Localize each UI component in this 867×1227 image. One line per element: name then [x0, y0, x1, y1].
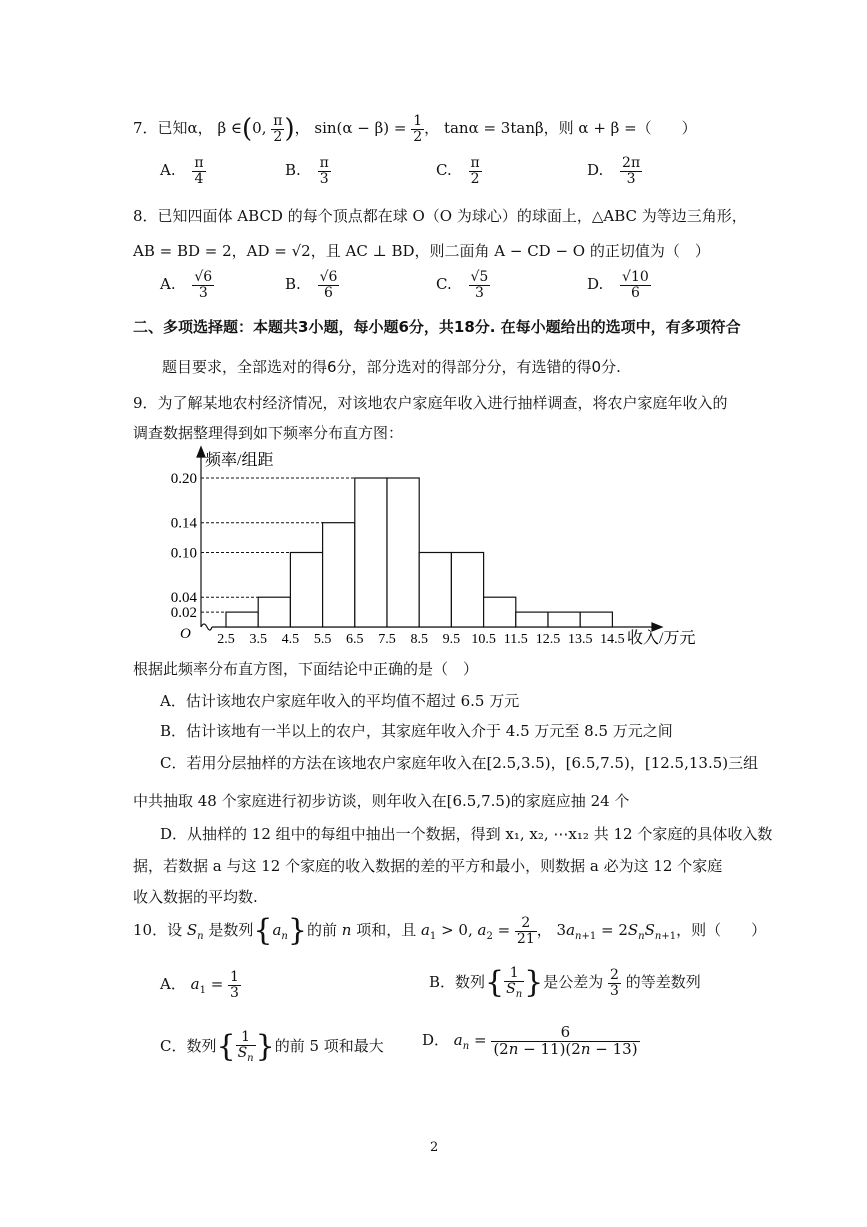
axis-break-mark [201, 624, 212, 630]
x-tick-label: 4.5 [281, 632, 300, 647]
q7-stem: 7．已知α， β ∈(0, $\frac{\pi}{2}$ )， sin(α − β) = $\frac{1}{2}$ ， tanα = 3tanβ，则 α + β =（ ） [133, 113, 697, 145]
histogram-bar [580, 612, 612, 627]
histogram-bar [355, 478, 387, 627]
y-tick-label: 0.10 [170, 545, 197, 562]
q8-option-d: D. $\frac{√10}{6}$ [587, 269, 649, 301]
page-number: 2 [430, 1140, 439, 1155]
q7-option-c: C. $\frac{\pi}{2}$ [436, 155, 480, 187]
x-tick-label: 12.5 [535, 632, 561, 647]
section2-heading-line1: 二、多项选择题：本题共3小题，每小题6分，共18分. 在每小题给出的选项中，有多项符合 [133, 318, 741, 336]
histogram-bar [451, 553, 483, 628]
q8-option-c: C. $\frac{√5}{3}$ [436, 269, 489, 301]
histogram-bar [290, 553, 322, 628]
q8-option-a: A. $\frac{√6}{3}$ [160, 269, 213, 301]
histogram-bar [258, 597, 290, 627]
q7-option-d: D. $\frac{2\pi}{3}$ [587, 155, 641, 187]
histogram-bar [387, 478, 419, 627]
y-tick-label: 0.14 [170, 515, 197, 532]
y-tick-label: 0.04 [170, 590, 197, 607]
q9-stem-line2: 调查数据整理得到如下频率分布直方图： [133, 424, 404, 442]
q9-option-c-line1: C．若用分层抽样的方法在该地农户家庭年收入在[2.5,3.5)，[6.5,7.5)，[12.5,13.5)三组 [160, 754, 759, 772]
frequency-histogram [160, 445, 720, 650]
x-tick-label: 6.5 [346, 632, 364, 647]
origin-label: O [180, 626, 191, 642]
q10-option-d: D． $a_n$ = $\frac{6}{(2n - 11)(2n - 13)}$ [422, 1023, 638, 1058]
q10-option-c: C．数列{ $\frac{1}{S_n}$ }的前 5 项和最大 [160, 1029, 384, 1064]
x-tick-label: 9.5 [442, 632, 461, 647]
q9-option-c-line2: 中共抽取 48 个家庭进行初步访谈，则年收入在[6.5,7.5)的家庭应抽 24 个 [133, 792, 630, 810]
q8-stem-line2: AB = BD = 2，AD = √2，且 AC ⊥ BD，则二面角 A − CD − O 的正切值为（ ） [133, 242, 710, 260]
x-tick-label: 2.5 [217, 632, 235, 647]
histogram-bar [419, 553, 451, 628]
q9-option-a: A．估计该地农户家庭年收入的平均值不超过 6.5 万元 [160, 692, 520, 710]
q8-option-b: B. $\frac{√6}{6}$ [285, 269, 338, 301]
y-tick-label: 0.02 [170, 605, 197, 622]
q7-option-b: B. $\frac{\pi}{3}$ [285, 155, 329, 187]
x-tick-label: 5.5 [313, 632, 332, 647]
q10-stem: 10．设 $S_n$ 是数列$\{a_n\}$的前 n 项和，且 $a_1 > 0$, $a_2$ = $\frac{2}{21}$ ， $3a_{n+1} = 2S_nS_{n+1}$，则（ ） [133, 913, 767, 949]
q7-option-a: A. $\frac{\pi}{4}$ [160, 155, 204, 187]
histogram-bar [226, 612, 258, 627]
q10-option-b: B．数列{ $\frac{1}{S_n}$ }是公差为 $\frac{2}{3}$ 的等差数列 [429, 965, 701, 1000]
q10-option-a: A． $a_1$ = $\frac{1}{3}$ [160, 969, 239, 1001]
x-tick-label: 8.5 [410, 632, 428, 647]
y-tick-label: 0.20 [170, 471, 197, 487]
histogram-bar [548, 612, 580, 627]
histogram-bar [484, 597, 516, 627]
q9-stem-line1: 9．为了解某地农村经济情况，对该地农户家庭年收入进行抽样调查，将农户家庭年收入的 [133, 394, 728, 412]
section2-heading-line2: 题目要求，全部选对的得6分，部分选对的得部分分，有选错的得0分. [162, 358, 621, 376]
x-tick-label: 13.5 [567, 632, 593, 647]
q8-stem-line1: 8．已知四面体 ABCD 的每个顶点都在球 O（O 为球心）的球面上，△ABC 为等边三角形， [133, 207, 747, 225]
q9-option-d-line3: 收入数据的平均数. [133, 888, 258, 906]
x-tick-label: 11.5 [503, 632, 528, 647]
histogram-bar [516, 612, 548, 627]
q9-option-b: B．估计该地有一半以上的农户，其家庭年收入介于 4.5 万元至 8.5 万元之间 [160, 722, 673, 740]
x-axis-label: 收入/万元 [627, 630, 696, 647]
histogram-bar [323, 523, 355, 627]
x-tick-label: 14.5 [600, 632, 625, 647]
q9-option-d-line2: 据，若数据 a 与这 12 个家庭的收入数据的差的平方和最小，则数据 a 必为这 12 个家庭 [133, 857, 723, 875]
q9-after-chart: 根据此频率分布直方图，下面结论中正确的是（ ） [133, 660, 479, 678]
x-tick-label: 3.5 [249, 632, 267, 647]
y-axis-label: 频率/组距 [205, 452, 274, 469]
x-tick-label: 7.5 [378, 632, 396, 647]
y-axis-arrow [197, 447, 205, 457]
x-tick-label: 10.5 [471, 632, 496, 647]
q9-option-d-line1: D．从抽样的 12 组中的每组中抽出一个数据，得到 x₁, x₂, ⋯x₁₂ 共 12 个家庭的具体收入数 [160, 825, 773, 843]
